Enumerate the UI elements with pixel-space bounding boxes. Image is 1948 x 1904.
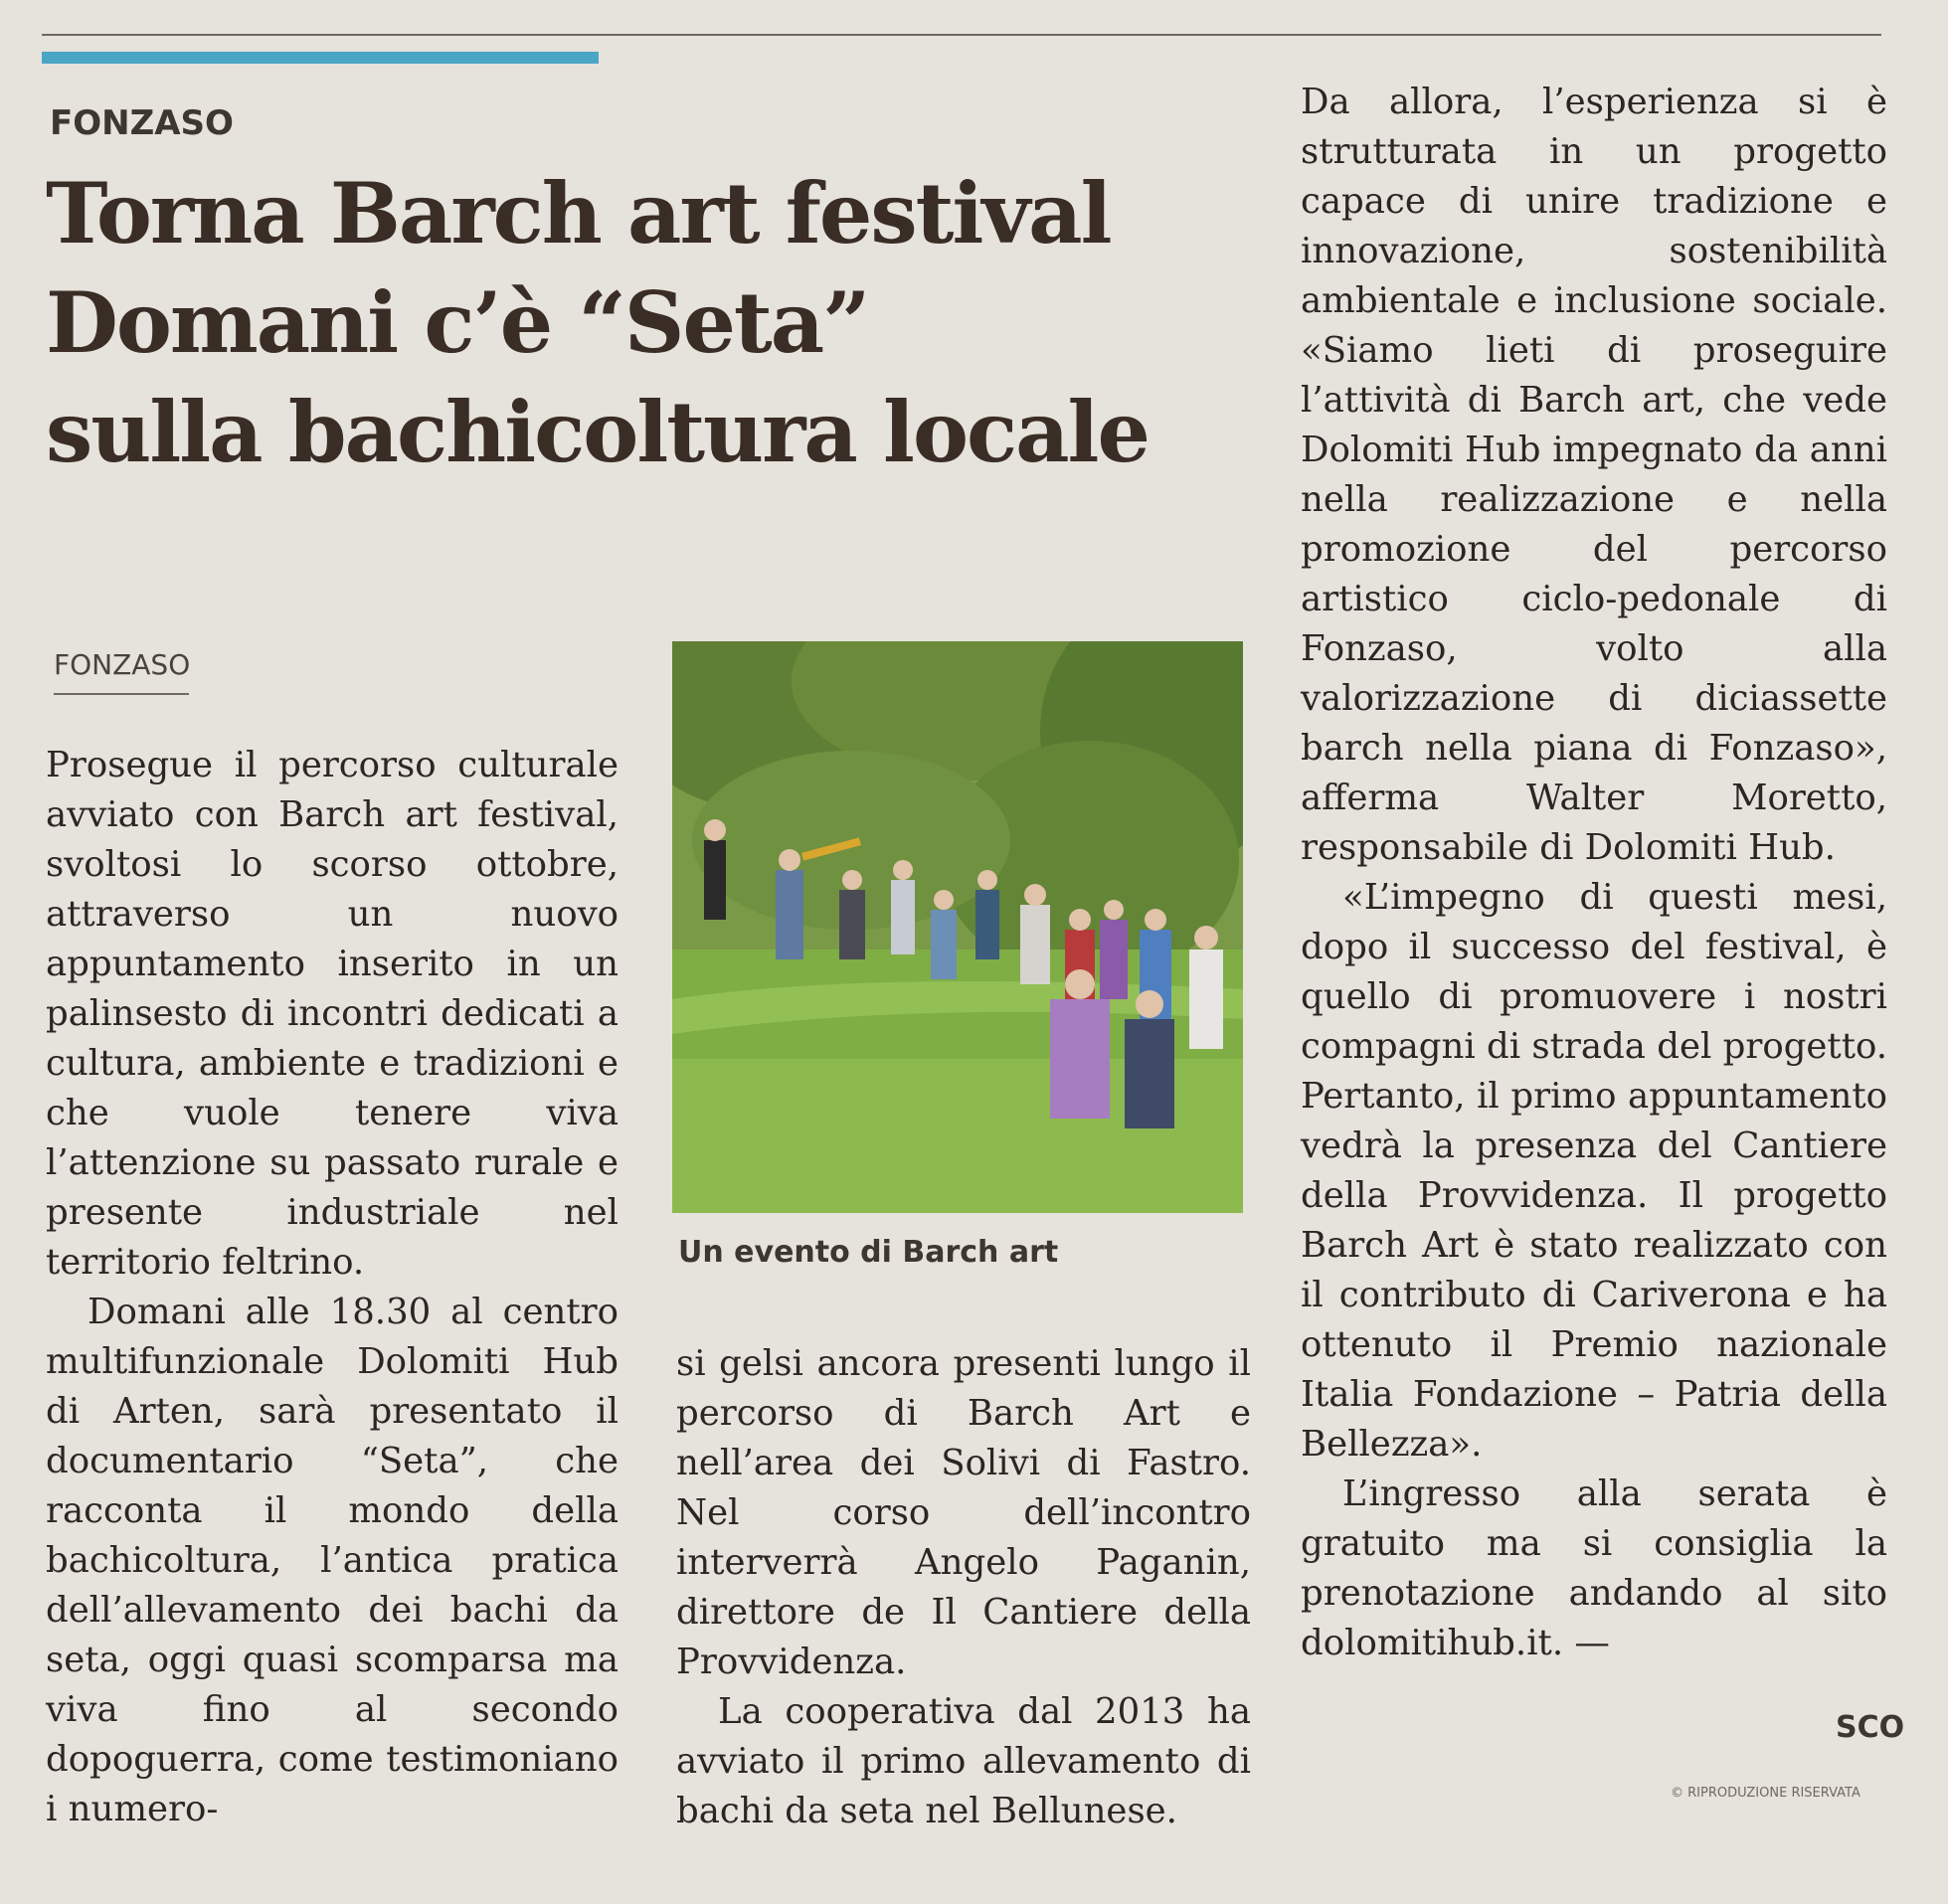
paragraph: Prosegue il percorso culturale avviato con Barch art festival, svoltosi lo scorso ottobre, attraverso un nuovo appuntamento inserito in un palinsesto di incontri dedicati a cultura, ambiente e tradizioni e che vuole tenere viva l’attenzione su passato rurale e presente industriale nel territorio feltrino. [46, 745, 619, 1283]
paragraph: si gelsi ancora presenti lungo il percorso di Barch Art e nell’area dei Solivi di Fastro. Nel corso dell’incontro interverrà Angelo Paganin, direttore de Il Cantiere della Provvidenza. [676, 1343, 1251, 1682]
paragraph: Da allora, l’esperienza si è strutturata in un progetto capace di unire tradizione e innovazione, sostenibilità ambientale e inclusione sociale. «Siamo lieti di proseguire l’attività di Barch art, che vede Dolomiti Hub impegnato da anni nella realizzazione e nella promozione del percorso artistico ciclo-pedonale di Fonzaso, volto alla valorizzazione di diciassette barch nella piana di Fonzaso», afferma Walter Moretto, responsabile di Dolomiti Hub. [1301, 82, 1887, 868]
paragraph: «L’impegno di questi mesi, dopo il successo del festival, è quello di promuovere i nostri compagni di strada del progetto. Pertanto, il primo appuntamento vedrà la presenza del Cantiere della Provvidenza. Il progetto Barch Art è stato realizzato con il contributo di Cariverona e ha ottenuto il Premio nazionale Italia Fondazione – Patria della Bellezza». [1301, 877, 1887, 1465]
paragraph: La cooperativa dal 2013 ha avviato il primo allevamento di bachi da seta nel Bellunese. [676, 1691, 1251, 1831]
author-signature: SCO [1836, 1710, 1905, 1745]
article-column-3 [1301, 78, 1887, 1668]
event-photo [672, 641, 1243, 1213]
photo-caption: Un evento di Barch art [678, 1235, 1059, 1270]
top-rule [42, 34, 1881, 36]
dateline: FONZASO [54, 648, 189, 695]
section-accent-bar [42, 52, 599, 64]
paragraph: Domani alle 18.30 al centro multifunzionale Dolomiti Hub di Arten, sarà presentato il documentario “Seta”, che racconta il mondo della bachicoltura, l’antica pratica dell’allevamento dei bachi da seta, oggi quasi scomparsa ma viva fino al secondo dopoguerra, come testimoniano i numero- [46, 1292, 619, 1829]
article-column-1 [46, 741, 619, 1834]
event-photo-illustration [672, 641, 1243, 1213]
headline [46, 159, 1269, 487]
copyright-notice: © RIPRODUZIONE RISERVATA [1671, 1786, 1860, 1801]
paragraph: L’ingresso alla serata è gratuito ma si consiglia la prenotazione andando al sito dolomitihub.it. — [1301, 1473, 1887, 1663]
headline-line-1: Torna Barch art festival [46, 164, 1111, 262]
section-kicker: FONZASO [50, 103, 234, 143]
article-column-2 [676, 1339, 1251, 1836]
headline-line-3: sulla bachicoltura locale [46, 383, 1149, 481]
headline-line-2: Domani c’è “Seta” [46, 273, 869, 372]
